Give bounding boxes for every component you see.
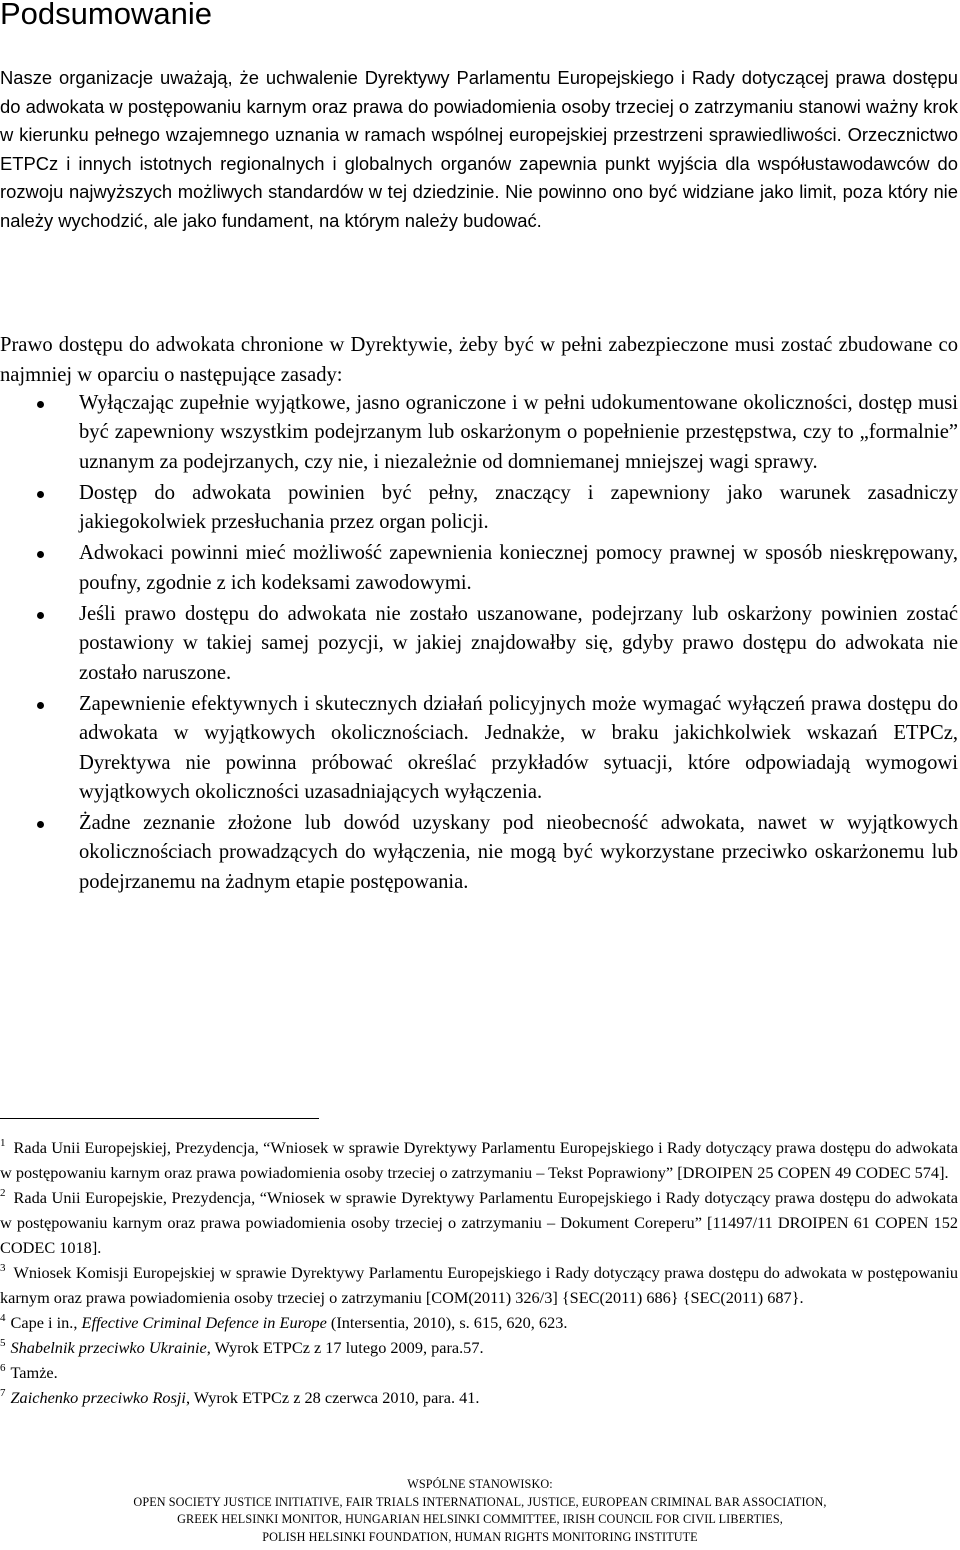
footnote-text: Rada Unii Europejskiej, Prezydencja, “Wniosek w sprawie Dyrektywy Parlamentu Europejskiego i Rady dotyczący prawa dostępu do adwokata w postępowaniu karnym oraz prawa powiadomienia osoby trzeciej o zatrzymaniu – Tekst Poprawiony” [DROIPEN 25 COPEN 49 CODEC 574]. <box>0 1138 958 1182</box>
list-item <box>0 809 958 897</box>
footnote-text-post: , Wyrok ETPCz z 17 lutego 2009, para.57. <box>206 1338 484 1357</box>
footnote-7 <box>0 1385 958 1410</box>
footnote-number: 3 <box>0 1262 6 1274</box>
list-item-text: Adwokaci powinni mieć możliwość zapewnienia koniecznej pomocy prawnej w sposób nieskrępowany, poufny, zgodnie z ich kodeksami zawodowymi. <box>79 542 958 594</box>
footnote-3 <box>0 1260 958 1310</box>
footnote-text: Wniosek Komisji Europejskiej w sprawie Dyrektywy Parlamentu Europejskiego i Rady dotyczący prawa dostępu do adwokata w postępowaniu karnym oraz prawa powiadomienia osoby trzeciej o zatrzymaniu [COM(2011) 326/3] {SEC(2011) 686} {SEC(2011) 687}. <box>0 1263 958 1307</box>
footnote-text-pre: Cape i in., <box>10 1313 82 1332</box>
page-footer <box>0 1476 960 1546</box>
footnote-number: 2 <box>0 1187 6 1199</box>
list-item <box>0 479 958 538</box>
footer-line: POLISH HELSINKI FOUNDATION, HUMAN RIGHTS MONITORING INSTITUTE <box>262 1529 698 1544</box>
footnote-title: Effective Criminal Defence in Europe <box>81 1313 327 1332</box>
footer-line: GREEK HELSINKI MONITOR, HUNGARIAN HELSINKI COMMITTEE, IRISH COUNCIL FOR CIVIL LIBERTIES, <box>177 1512 783 1526</box>
footer-line: OPEN SOCIETY JUSTICE INITIATIVE, FAIR TRIALS INTERNATIONAL, JUSTICE, EUROPEAN CRIMINAL BAR ASSOCIATION, <box>133 1494 827 1509</box>
footnotes <box>0 1135 958 1410</box>
footnote-5 <box>0 1335 958 1360</box>
footnote-2 <box>0 1185 958 1260</box>
list-item-text: Jeśli prawo dostępu do adwokata nie zostało uszanowane, podejrzany lub oskarżony powinien zostać postawiony w takiej samej pozycji, w jakiej znajdowałby się, gdyby prawo dostępu do adwokata nie zostało naruszone. <box>79 603 958 684</box>
footnote-title: Shabelnik przeciwko Ukrainie <box>10 1338 207 1357</box>
footnote-separator <box>0 1118 319 1119</box>
footnote-number: 4 <box>0 1312 6 1324</box>
footnote-text-post: , Wyrok ETPCz z 28 czerwca 2010, para. 41. <box>185 1388 480 1407</box>
list-item-text: Żadne zeznanie złożone lub dowód uzyskany pod nieobecność adwokata, nawet w wyjątkowych okolicznościach prowadzących do wyłączenia, nie mogą być wykorzystane przeciwko oskarżonemu lub podejrzanemu na żadnym etapie postępowania. <box>79 812 958 893</box>
bullet-icon <box>37 401 44 408</box>
bullet-icon <box>37 702 44 709</box>
intro-paragraph: Nasze organizacje uważają, że uchwalenie Dyrektywy Parlamentu Europejskiego i Rady dotyczącej prawa dostępu do adwokata w postępowaniu karnym oraz prawa do powiadomienia osoby trzeciej o zatrzymaniu stanowi ważny krok w kierunku pełnego wzajemnego uznania w ramach wspólnej europejskiej przestrzeni sprawiedliwości. Orzecznictwo ETPCz i innych istotnych regionalnych i globalnych organów zapewnia punkt wyjścia dla współustawodawców do rozwoju najwyższych możliwych standardów w tej dziedzinie. Nie powinno ono być widziane jako limit, poza który nie należy wychodzić, ale jako fundament, na którym należy budować. <box>0 67 958 231</box>
footnote-6 <box>0 1360 958 1385</box>
bullet-icon <box>37 491 44 498</box>
footnote-number: 1 <box>0 1137 6 1149</box>
footnote-text: Rada Unii Europejskie, Prezydencja, “Wniosek w sprawie Dyrektywy Parlamentu Europejskiego i Rady dotyczący prawa dostępu do adwokata w postępowaniu karnym oraz prawa powiadomienia osoby trzeciej o zatrzymaniu – Dokument Coreperu” [11497/11 DROIPEN 61 COPEN 152 CODEC 1018]. <box>0 1188 958 1257</box>
bullet-icon <box>37 551 44 558</box>
list-item <box>0 539 958 598</box>
list-item <box>0 389 958 477</box>
page-title: Podsumowanie <box>0 0 212 31</box>
footer-heading: WSPÓLNE STANOWISKO: <box>407 1477 553 1491</box>
bullet-icon <box>37 612 44 619</box>
list-item-text: Zapewnienie efektywnych i skutecznych działań policyjnych może wymagać wyłączeń prawa dostępu do adwokata w wyjątkowych okolicznościach. Jednakże, w braku jakichkolwiek wskazań ETPCz, Dyrektywa nie powinna próbować określać przykładów sytuacji, które odpowiadają wymogowi wyjątkowych okoliczności uzasadniających wyłączenia. <box>79 692 958 803</box>
principles-list <box>0 389 960 897</box>
footnote-1 <box>0 1135 958 1185</box>
list-item-text: Dostęp do adwokata powinien być pełny, znaczący i zapewniony jako warunek zasadniczy jakiegokolwiek przesłuchania przez organ policji. <box>79 481 958 534</box>
list-item <box>0 600 958 688</box>
footnote-number: 5 <box>0 1337 6 1349</box>
footnote-4 <box>0 1310 958 1335</box>
footnote-text-post: (Intersentia, 2010), s. 615, 620, 623. <box>326 1313 568 1332</box>
footnote-text: Tamże. <box>10 1363 58 1382</box>
list-item <box>0 690 958 807</box>
footnote-title: Zaichenko przeciwko Rosji <box>10 1388 186 1407</box>
bullet-icon <box>37 821 44 828</box>
footnote-number: 6 <box>0 1362 6 1374</box>
list-item-text: Wyłączając zupełnie wyjątkowe, jasno ograniczone i w pełni udokumentowane okoliczności, dostęp musi być zapewniony wszystkim podejrzanym lub oskarżonym o popełnienie przestępstwa, czy to „formalnie” uznanym za podejrzanych, czy nie, i niezależnie od domniemanej mniejszej wagi sprawy. <box>79 392 958 473</box>
principles-paragraph: Prawo dostępu do adwokata chronione w Dyrektywie, żeby być w pełni zabezpieczone musi zostać zbudowane co najmniej w oparciu o następujące zasady: <box>0 334 958 386</box>
footnote-number: 7 <box>0 1387 6 1399</box>
